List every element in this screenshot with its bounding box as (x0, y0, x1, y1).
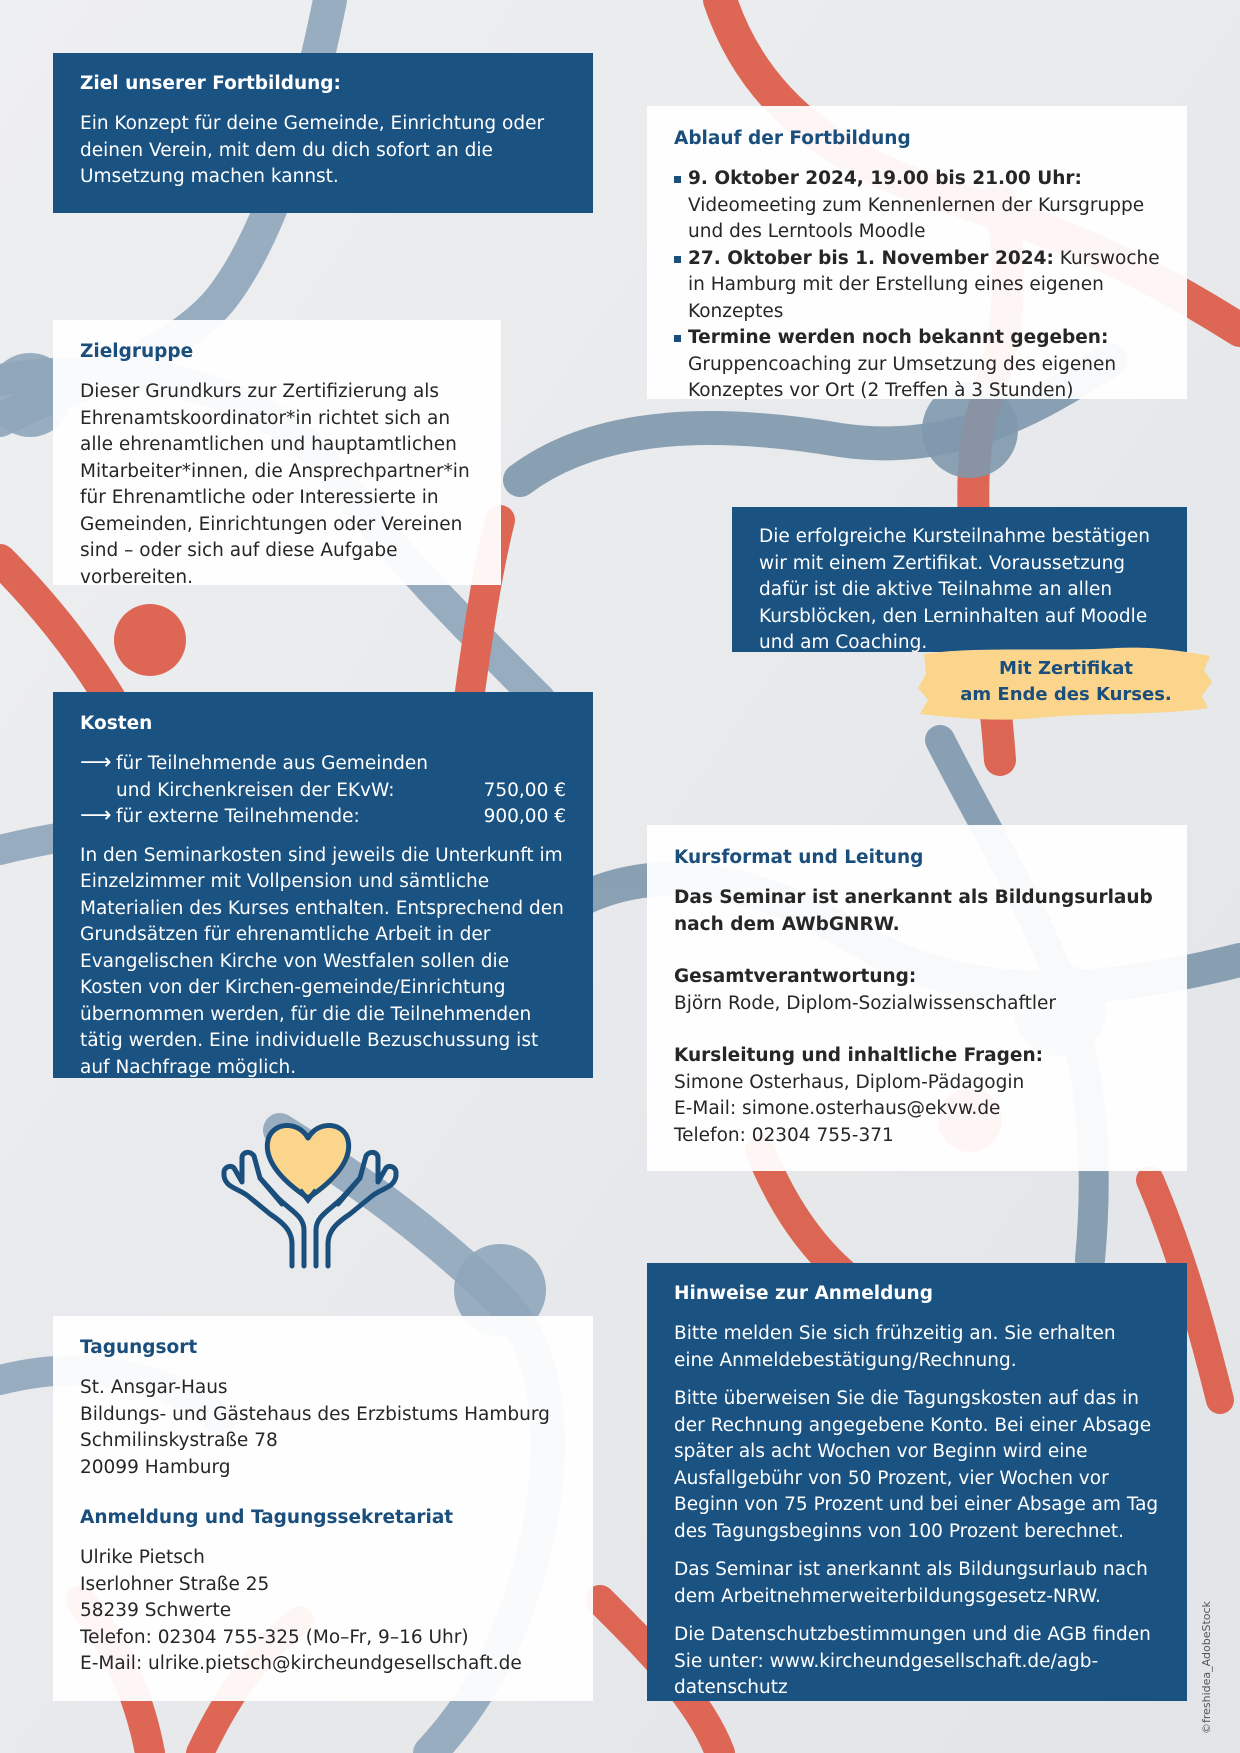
target-group-text: Dieser Grundkurs zur Zertifizierung als Ehrenamtskoordinator*in richtet sich an alle ehrenamtlichen und hauptamtlichen Mitarbeiter*innen, die Ansprechpartner*in für Ehrenamtliche oder Interessierte in Gemeinden, Einrichtungen oder Vereinen sind – oder sich auf diese Aufgabe vorbereiten. (80, 381, 470, 588)
schedule-item: Termine werden noch bekannt gegeben: Gruppencoaching zur Umsetzung des eigenen Konzeptes vor Ort (2 Treffen à 3 Stunden) (674, 325, 1160, 405)
cost-row (80, 804, 566, 831)
venue-title: Tagungsort (80, 1337, 198, 1358)
format-lead-label: Kursleitung und inhaltliche Fragen: (674, 1045, 1044, 1066)
costs-text: In den Seminarkosten sind jeweils die Unterkunft im Einzelzimmer mit Vollpension und sämtliche Materialien des Kurses enthalten. Entsprechend den Grundsätzen für ehrenamtliche Arbeit in der Evangelischen Kirche von Westfalen sollen die Kosten von der Kirchen-gemeinde/Einrichtung übernommen werden, für die die Teilnehmenden tätig werden. Eine individuelle Bezuschussung ist auf Nachfrage möglich. (80, 844, 564, 1078)
cost-label: für externe Teilnehmende: (116, 806, 360, 827)
registration-phone: Telefon: 02304 755-325 (Mo–Fr, 9–16 Uhr) (80, 1626, 469, 1648)
registration-email: E-Mail: ulrike.pietsch@kircheundgesellschaft.de (80, 1653, 522, 1674)
format-lead-email: E-Mail: simone.osterhaus@ekvw.de (674, 1098, 1001, 1119)
registration-line: Ulrike Pietsch (80, 1547, 205, 1568)
photo-credit: ©freshidea_AdobeStock (1200, 1601, 1213, 1734)
notes-title: Hinweise zur Anmeldung (674, 1283, 933, 1304)
schedule-list (674, 166, 1160, 405)
venue-line: 20099 Hamburg (80, 1456, 231, 1478)
goal-box (53, 53, 593, 213)
notes-paragraph: Das Seminar ist anerkannt als Bildungsurlaub nach dem Arbeitnehmerweiterbildungsgesetz-NRW. (674, 1559, 1148, 1607)
certificate-badge (916, 656, 1216, 708)
costs-box (53, 692, 593, 1078)
target-group-box (53, 320, 501, 588)
cost-row (80, 751, 566, 804)
notes-box (647, 1263, 1187, 1701)
schedule-box (647, 106, 1187, 399)
notes-paragraph: Die Datenschutzbestimmungen und die AGB finden Sie unter: www.kircheundgesellschaft.de/agb-datenschutz (674, 1624, 1151, 1698)
registration-line: 58239 Schwerte (80, 1600, 232, 1621)
format-title: Kursformat und Leitung (674, 847, 924, 868)
schedule-item: 9. Oktober 2024, 19.00 bis 21.00 Uhr: Videomeeting zum Kennenlernen der Kursgruppe und des Lerntools Moodle (674, 166, 1160, 246)
format-responsibility-name: Björn Rode, Diplom-Sozialwissenschaftler (674, 992, 1057, 1014)
heart-in-hands-icon (220, 1118, 400, 1270)
venue-line: Bildungs- und Gästehaus des Erzbistums Hamburg (80, 1403, 550, 1425)
notes-paragraph: Bitte melden Sie sich frühzeitig an. Sie erhalten eine Anmeldebestätigung/Rechnung. (674, 1323, 1116, 1371)
certificate-text: Die erfolgreiche Kursteilnahme bestätigen wir mit einem Zertifikat. Voraussetzung dafür ist die aktive Teilnahme an allen Kursblöcken, den Lerninhalten auf Moodle und am Coaching. (759, 526, 1150, 653)
format-lead-name: Simone Osterhaus, Diplom-Pädagogin (674, 1071, 1025, 1093)
goal-title: Ziel unserer Fortbildung: (80, 73, 341, 94)
costs-title: Kosten (80, 713, 153, 734)
venue-line: St. Ansgar-Haus (80, 1377, 228, 1398)
schedule-title: Ablauf der Fortbildung (674, 128, 911, 149)
format-responsibility-label: Gesamtverantwortung: (674, 966, 917, 987)
format-recognition: Das Seminar ist anerkannt als Bildungsurlaub nach dem AWbGNRW. (674, 887, 1153, 935)
format-box (647, 825, 1187, 1171)
certificate-badge-line: Mit Zertifikat (999, 658, 1133, 679)
cost-price: 900,00 € (483, 806, 566, 827)
certificate-badge-line: am Ende des Kurses. (960, 684, 1172, 705)
registration-line: Iserlohner Straße 25 (80, 1573, 270, 1595)
arrow-right-icon: ⟶ (80, 750, 112, 775)
arrow-right-icon: ⟶ (80, 803, 112, 828)
goal-text: Ein Konzept für deine Gemeinde, Einrichtung oder deinen Verein, mit dem du dich sofort an die Umsetzung machen kannst. (80, 113, 545, 187)
venue-line: Schmilinskystraße 78 (80, 1430, 278, 1451)
registration-title: Anmeldung und Tagungssekretariat (80, 1507, 454, 1528)
certificate-box (732, 507, 1187, 652)
venue-box (53, 1316, 593, 1701)
target-group-title: Zielgruppe (80, 341, 194, 362)
cost-price: 750,00 € (483, 779, 566, 801)
notes-paragraph: Bitte überweisen Sie die Tagungskosten auf das in der Rechnung angegebene Konto. Bei einer Absage später als acht Wochen vor Beginn wird eine Ausfallgebühr von 50 Prozent, vier Wochen vor Beginn von 75 Prozent und bei einer Absage am Tag des Tagungsbeginns von 100 Prozent berechnet. (674, 1388, 1159, 1542)
cost-label: für Teilnehmende aus Gemeinden und Kirchenkreisen der EKvW: (116, 753, 428, 801)
schedule-item: 27. Oktober bis 1. November 2024: Kurswoche in Hamburg mit der Erstellung eines eigenen Konzeptes (674, 246, 1160, 326)
format-lead-phone: Telefon: 02304 755-371 (674, 1124, 894, 1146)
